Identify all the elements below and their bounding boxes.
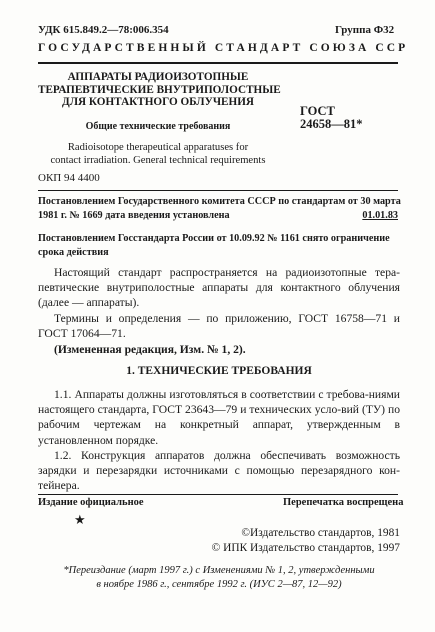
english-title-line-1: Radioisotope therapeutical apparatuses for [67, 142, 249, 153]
okp-code: ОКП 94 4400 [38, 172, 100, 184]
decree-2-line-2: срока действия [38, 246, 109, 258]
paragraph-1-2: 1.2. Конструкция аппаратов должна обеспечивать возможность зарядки и перезарядки источниками с помощью перезарядного кон-тейнера. [38, 449, 400, 493]
group-code: Группа Ф32 [335, 24, 395, 36]
intro-paragraph-terms: Термины и определения — по приложению, ГОСТ 16758—71 и ГОСТ 17064—71. [38, 312, 400, 341]
paragraph-1-1: 1.1. Аппараты должны изготовляться в соответствии с требова-ниями настоящего стандарта, ГОСТ 23643—79 и технических усло-вий (ТУ) по рабочим чертежам на конкретный аппарат, утвержденным в установленном порядке. [38, 388, 400, 447]
decree-1-line-1: Постановлением Государственного комитета СССР по стандартам от 30 марта [38, 196, 401, 207]
udk-code: УДК 615.849.2—78:006.354 [38, 24, 169, 36]
intro-amendment-note: (Измененная редакция, Изм. № 1, 2). [54, 343, 246, 356]
star-icon: ★ [74, 512, 86, 527]
title-line-2: ТЕРАПЕВТИЧЕСКИЕ ВНУТРИПОЛОСТНЫЕ [38, 83, 281, 96]
subtitle: Общие технические требования [85, 121, 231, 132]
decree-1 [38, 195, 400, 222]
title-block [38, 71, 281, 109]
banner-rule [38, 62, 398, 64]
copyright-1981: ©Издательство стандартов, 1981 [241, 527, 400, 539]
reissue-note [38, 564, 400, 591]
intro-paragraph-scope: Настоящий стандарт распространяется на радиоизотопные тера-певтические внутриполостные аппараты для контактного облучения (далее — аппараты). [38, 266, 400, 310]
decree-1-line-2: 1981 г. № 1669 дата введения установлена [38, 209, 230, 221]
reissue-note-line-1: *Переиздание (март 1997 г.) с Изменениями № 1, 2, утвержденными [63, 565, 375, 576]
footer-rule [38, 494, 398, 495]
section-1-heading: 1. ТЕХНИЧЕСКИЕ ТРЕБОВАНИЯ [126, 365, 312, 377]
state-standard-banner: ГОСУДАРСТВЕННЫЙ СТАНДАРТ СОЮЗА ССР [38, 42, 409, 54]
title-line-3: ДЛЯ КОНТАКТНОГО ОБЛУЧЕНИЯ [62, 96, 254, 108]
english-title-line-2: contact irradiation. General technical requirements [50, 155, 266, 166]
introduction-date: 01.01.83 [362, 209, 398, 221]
gost-number: 24658—81* [300, 117, 363, 131]
copyright-1997: © ИПК Издательство стандартов, 1997 [211, 542, 400, 554]
decree-2-line-1: Постановлением Госстандарта России от 10.09.92 № 1161 снято ограничение [38, 233, 390, 244]
official-edition: Издание официальное [38, 497, 144, 508]
title-line-1: АППАРАТЫ РАДИОИЗОТОПНЫЕ [67, 71, 249, 83]
reprint-prohibited: Перепечатка воспрещена [283, 497, 404, 508]
okp-rule [38, 190, 398, 191]
decree-2 [38, 232, 400, 259]
decree-1-line-2-wrap [38, 209, 400, 223]
reissue-note-line-2: в ноябре 1986 г., сентябре 1992 г. (ИУС 2—87, 12—92) [96, 578, 342, 590]
english-title [38, 141, 278, 167]
gost-label: ГОСТ [300, 104, 335, 118]
